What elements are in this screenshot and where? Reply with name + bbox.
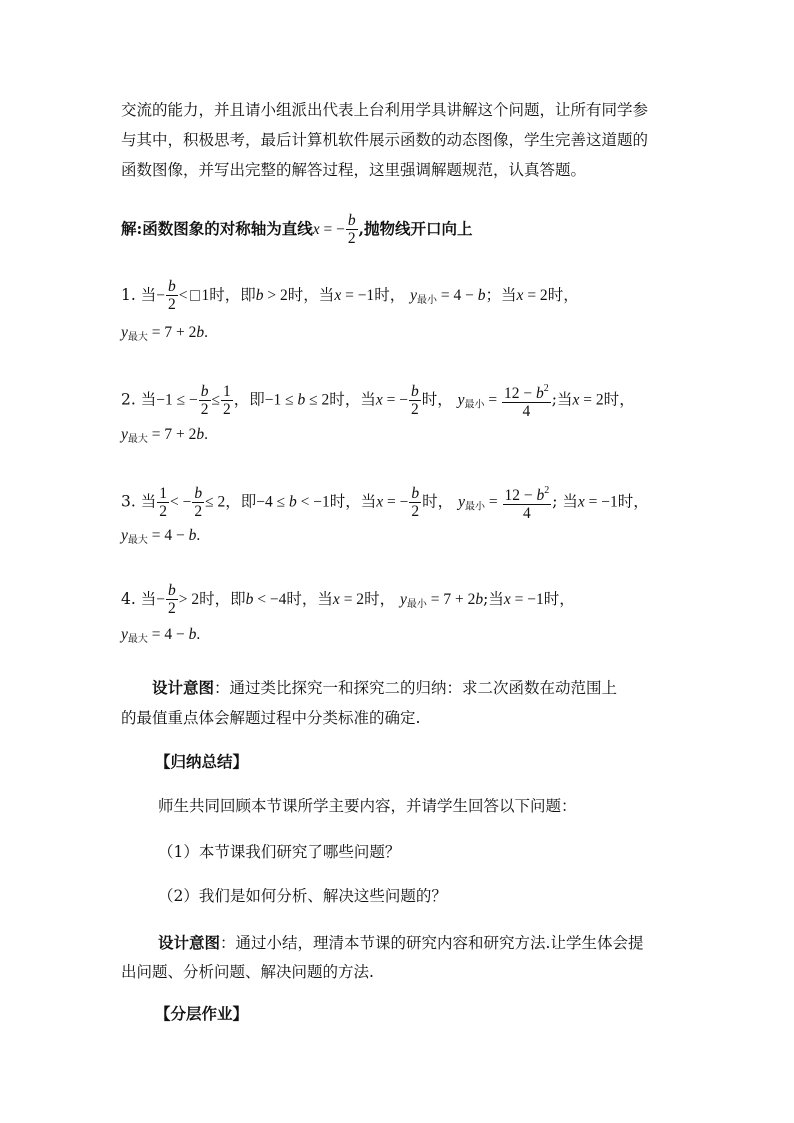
design-intent-1-line-1: 设计意图：通过类比探究一和探究二的归纳：求二次函数在动范围上 xyxy=(152,678,618,697)
case-1-line-1: 1. 当− $\frac{b}{2}$ < 1时，即b > 2时，当x = −1时， $y_{最小} = 4 - b$；当x = 2时， xyxy=(121,278,579,313)
axis-fraction: $\frac{b}{2}$ xyxy=(347,212,356,247)
design-intent-2-line-2: 出问题、分析问题、解决问题的方法. xyxy=(121,963,374,981)
axis-formula: x xyxy=(312,221,320,238)
design-intent-1-line-2: 的最值重点体会解题过程中分类标准的确定. xyxy=(121,709,421,727)
placeholder-box-icon xyxy=(190,290,200,301)
case-2-line-2: $y_{最大} = 7 + 2b$. xyxy=(121,426,208,445)
case-4-line-2: $y_{最大} = 4 - b$. xyxy=(121,626,201,645)
intro-line-3: 函数图像，并写出完整的解答过程，这里强调解题规范，认真答题。 xyxy=(121,161,587,179)
case-4-line-1: 4. 当− $\frac{b}{2}$ > 2时，即b < −4时，当x = 2时， $y_{最小} = 7 + 2b$;当x = −1时， xyxy=(121,582,575,617)
case-3-line-2: $y_{最大} = 4 - b$. xyxy=(121,527,201,546)
intro-line-1: 交流的能力，并且请小组派出代表上台利用学具讲解这个问题，让所有同学参 xyxy=(121,101,649,119)
case-3-line-1: 3. 当 $\frac{1}{2}$ < − $\frac{b}{2}$ ≤ 2，即−4 ≤ b < −1时，当x = − $\frac{b}{2}$ 时， $y_{最小}$ = $\frac{12 - b^2}{4}$ ; 当x = −1时， xyxy=(121,484,649,522)
solution-heading: 解:函数图象的对称轴为直线x = − $\frac{b}{2}$ ,抛物线开口向上 xyxy=(121,212,473,247)
design-intent-2-line-1: 设计意图：通过小结，理清本节课的研究内容和研究方法.让学生体会提 xyxy=(158,933,644,952)
case-1-line-2: $y_{最大} = 7 + 2b$. xyxy=(121,324,208,343)
summary-intro: 师生共同回顾本节课所学主要内容，并请学生回答以下问题： xyxy=(158,797,577,815)
summary-question-2: （2）我们是如何分析、解决这些问题的？ xyxy=(158,887,447,905)
solution-suffix: ,抛物线开口向上 xyxy=(358,219,473,238)
summary-question-1: （1）本节课我们研究了哪些问题？ xyxy=(158,843,401,861)
intro-line-2: 与其中，积极思考，最后计算机软件展示函数的动态图像，学生完善这道题的 xyxy=(121,131,649,149)
homework-heading: 【分层作业】 xyxy=(155,1004,249,1023)
case-2-line-1: 2. 当−1 ≤ − $\frac{b}{2}$ ≤ $\frac{1}{2}$ ，即−1 ≤ b ≤ 2时，当x = − $\frac{b}{2}$ 时， $y_{最小}$ = $\frac{12 - b^2}{4}$ ;当x = 2时， xyxy=(121,382,635,420)
solution-prefix: 解:函数图象的对称轴为直线 xyxy=(121,219,313,238)
summary-heading: 【归纳总结】 xyxy=(155,752,249,771)
